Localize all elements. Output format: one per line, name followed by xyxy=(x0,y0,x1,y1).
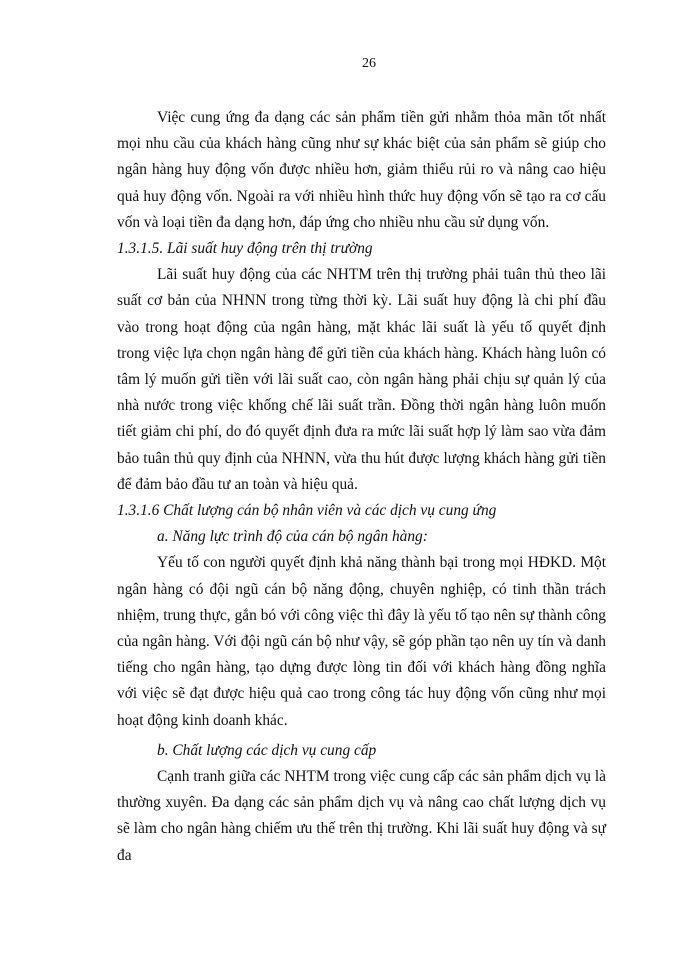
document-body xyxy=(117,105,606,869)
page-number: 26 xyxy=(362,56,376,71)
paragraph-deposit-products: Việc cung ứng đa dạng các sản phẩm tiền gửi nhằm thỏa mãn tốt nhất mọi nhu cầu của khách hàng cũng như sự khác biệt của sản phẩm sẽ giúp cho ngân hàng huy động vốn được nhiều hơn, giảm thiểu rủi ro và nâng cao hiệu quả huy động vốn. Ngoài ra với nhiều hình thức huy động vốn sẽ tạo ra cơ cấu vốn và loại tiền đa dạng hơn, đáp ứng cho nhiều nhu cầu sử dụng vốn. xyxy=(117,109,606,231)
paragraph-interest-rate: Lãi suất huy động của các NHTM trên thị trường phải tuân thủ theo lãi suất cơ bản của NHNN trong từng thời kỳ. Lãi suất huy động là chi phí đầu vào trong hoạt động của ngân hàng, mặt khác lãi suất là yếu tố quyết định trong việc lựa chọn ngân hàng để gửi tiền của khách hàng. Khách hàng luôn có tâm lý muốn gửi tiền với lãi suất cao, còn ngân hàng phải chịu sự quản lý của nhà nước trong việc khống chế lãi suất trần. Đồng thời ngân hàng luôn muốn tiết giảm chi phí, do đó quyết định đưa ra mức lãi suất hợp lý làm sao vừa đảm bảo tuân thủ quy định của NHNN, vừa thu hút được lượng khách hàng gửi tiền để đảm bảo đầu tư an toàn và hiệu quả. xyxy=(117,266,606,493)
paragraph-human-factor: Yếu tố con người quyết định khả năng thành bại trong mọi HĐKD. Một ngân hàng có đội ngũ cán bộ năng động, chuyên nghiệp, có tinh thần trách nhiệm, trung thực, gắn bó với công việc thì đây là yếu tố tạo nên sự thành công của ngân hàng. Với đội ngũ cán bộ như vậy, sẽ góp phần tạo nên uy tín và danh tiếng cho ngân hàng, tạo dựng được lòng tin đối với khách hàng đồng nghĩa với việc sẽ đạt được hiệu quả cao trong công tác huy động vốn cũng như mọi hoạt động kinh doanh khác. xyxy=(117,554,606,729)
section-heading-1-3-1-6: 1.3.1.6 Chất lượng cán bộ nhân viên và các dịch vụ cung ứng xyxy=(117,502,497,520)
section-heading-1-3-1-5: 1.3.1.5. Lãi suất huy động trên thị trường xyxy=(117,240,373,258)
paragraph-competition: Cạnh tranh giữa các NHTM trong việc cung cấp các sản phẩm dịch vụ là thường xuyên. Đa dạng các sản phẩm dịch vụ và nâng cao chất lượng dịch vụ sẽ làm cho ngân hàng chiếm ưu thế trên thị trường. Khi lãi suất huy động và sự đa xyxy=(117,768,606,864)
subheading-service-quality: b. Chất lượng các dịch vụ cung cấp xyxy=(157,741,377,759)
subheading-staff-capacity: a. Năng lực trình độ của cán bộ ngân hàng: xyxy=(157,528,428,546)
